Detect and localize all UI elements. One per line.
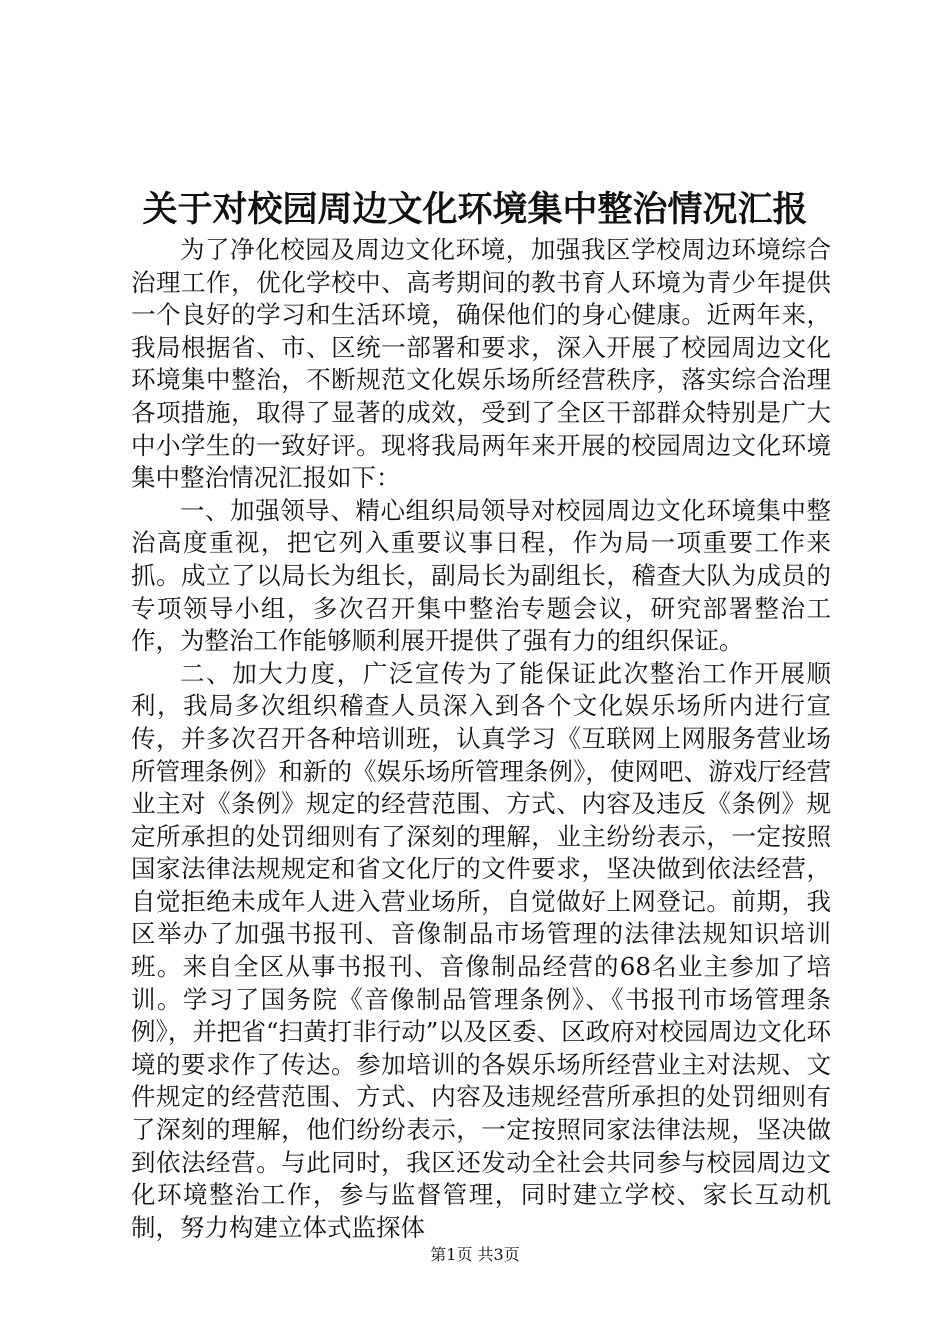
page-number-footer: 第1页 共3页 — [430, 1245, 520, 1264]
paragraph-section-two: 二、加大力度，广泛宣传为了能保证此次整治工作开展顺利，我局多次组织稽查人员深入到各个文化娱乐场所内进行宣传，并多次召开各种培训班，认真学习《互联网上网服务营业场所管理条例》和新的《娱乐场所管理条例》，使网吧、游戏厅经营业主对《条例》规定的经营范围、方式、内容及违反《条例》规定所承担的处罚细则有了深刻的理解，业主纷纷表示，一定按照国家法律法规规定和省文化厅的文件要求，坚决做到依法经营，自觉拒绝未成年人进入营业场所，自觉做好上网登记。前期，我区举办了加强书报刊、音像制品市场管理的法律法规知识培训班。来自全区从事书报刊、音像制品经营的68名业主参加了培训。学习了国务院《音像制品管理条例》、《书报刊市场管理条例》，并把省“扫黄打非行动”以及区委、区政府对校园周边文化环境的要求作了传达。参加培训的各娱乐场所经营业主对法规、文件规定的经营范围、方式、内容及违规经营所承担的处罚细则有了深刻的理解，他们纷纷表示，一定按照同家法律法规，坚决做到依法经营。与此同时，我区还发动全社会共同参与校园周边文化环境整治工作，参与监督管理，同时建立学校、家长互动机制，努力构建立体式监探体 — [131, 658, 831, 1242]
document-body — [131, 234, 831, 1244]
paragraph-section-one: 一、加强领导、精心组织局领导对校园周边文化环境集中整治高度重视，把它列入重要议事日程，作为局一项重要工作来抓。成立了以局长为组长，副局长为副组长，稽查大队为成员的专项领导小组，多次召开集中整治专题会议，研究部署整治工作，为整治工作能够顺利展开提供了强有力的组织保证。 — [131, 495, 831, 656]
document-title: 关于对校园周边文化环境集中整治情况汇报 — [142, 189, 808, 230]
paragraph-intro: 为了净化校园及周边文化环境，加强我区学校周边环境综合治理工作，优化学校中、高考期间的教书育人环境为青少年提供一个良好的学习和生活环境，确保他们的身心健康。近两年来，我局根据省、市、区统一部署和要求，深入开展了校园周边文化环境集中整治，不断规范文化娱乐场所经营秩序，落实综合治理各项措施，取得了显著的成效，受到了全区干部群众特别是广大中小学生的一致好评。现将我局两年来开展的校园周边文化环境集中整治情况汇报如下： — [131, 235, 831, 493]
